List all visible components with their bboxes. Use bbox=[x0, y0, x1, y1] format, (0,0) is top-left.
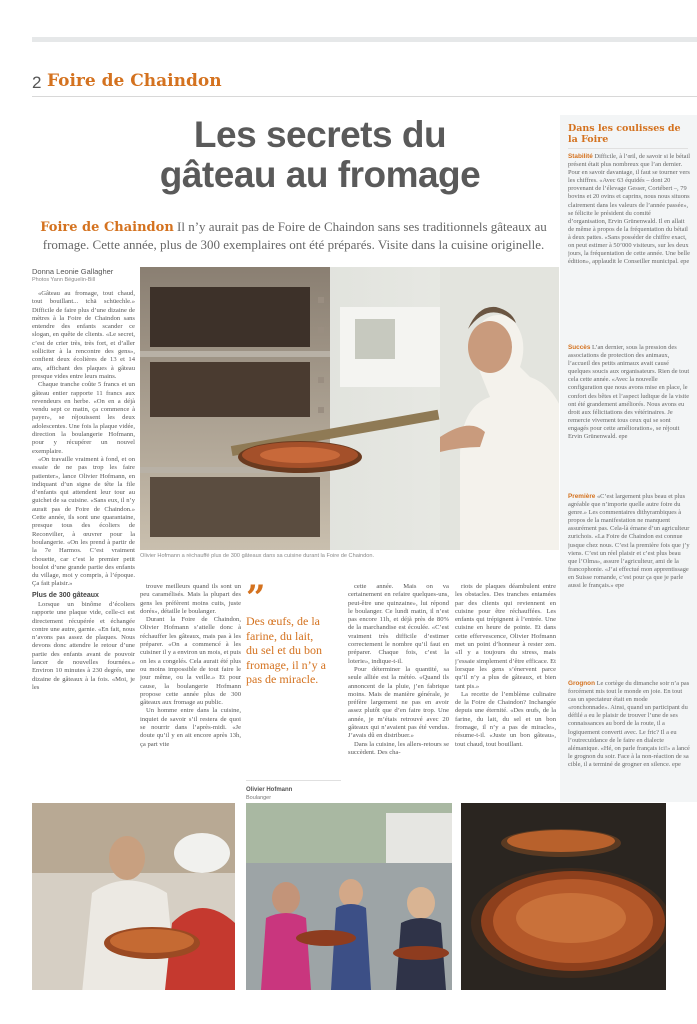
pull-quote: Des œufs, de la farine, du lait, du sel et du bon fromage, il n’y a pas de miracle. bbox=[246, 614, 326, 686]
sidebar-title: Dans les coulisses de la Foire bbox=[568, 123, 681, 145]
author-name: Donna Leonie Gallagher bbox=[32, 267, 114, 276]
subheading: Plus de 300 gâteaux bbox=[32, 591, 99, 599]
quote-author-role: Boulanger bbox=[246, 795, 272, 801]
sidebar-item bbox=[568, 493, 690, 673]
page-number: 2 bbox=[32, 73, 42, 92]
paragraph: La recette de l’emblème culinaire de la Foire de Chaindon? Inchangée depuis une éternité. «Des œufs, de la farine, du lait, du sel et un bon fromage, il n’y a pas de miracle», résume-t-il. «Juste un bon gâteau», tout chaud, tout bouillant. bbox=[455, 690, 556, 748]
cheese-cakes-photo bbox=[461, 803, 666, 990]
article-column-2 bbox=[140, 583, 241, 798]
sidebar-item-text: L’an dernier, sous la pression des associations de protection des animaux, l’accueil des petits animaux avait causé quelques soucis aux organisateurs. Rien de tout cela cette année. «Avec la nouvelle configuration que nous avons mise en place, le confort des bêtes et l’aspect ludique de la visite ont été grandement améliorés. Nous avons eu droit aux félicitations des vétérinaires. Je remercie vivement tous ceux qui se sont engagés pour cette amélioration», se réjouit Ervin Grünenwald. epe bbox=[568, 344, 690, 441]
article-column-1 bbox=[32, 290, 135, 850]
quote-divider bbox=[246, 780, 341, 781]
bottom-photo-2 bbox=[246, 803, 452, 990]
paragraph: Durant la Foire de Chaindon, Olivier Hofmann s’attelle donc à réchauffer les gâteaux, mais pas à les préparer. «On a commencé à les cuisiner il y a environ un mois, et puis on les a congelés. Cela aurait été plus ou moins impossible de tout faire le jour même, ou la veille.» Et pour cause, la boulangerie Hofmann propose cette année plus de 300 gâteaux aux fromage au public. bbox=[140, 616, 241, 707]
article-lead bbox=[32, 218, 555, 253]
lead-text: Il n’y aurait pas de Foire de Chaindon sans ses traditionnels gâteaux au fromage. Cette année, plus de 300 exemplaires ont été préparés. Visite dans la cuisine originelle. bbox=[42, 219, 547, 252]
article-column-4 bbox=[455, 583, 556, 798]
paragraph: riots de plaques déambulent entre les obstacles. Des tranches entamées par des clients qui reviennent en cuisine pour être réchauffées. Les enfants qui trépignent à l’entrée. Une cuisine en heure de pointe. Et dans cette effervescence, Olivier Hofmann met un point d’honneur à rester zen. «Il y a toujours du stress, mais j’essaie simplement d’être efficace. Et lorsque les gens s’énervent parce qu’il n’y a plus de gâteaux, et bien tant pis.» bbox=[455, 583, 556, 690]
fair-crowd-photo bbox=[246, 803, 452, 990]
top-bar bbox=[32, 37, 697, 42]
header-divider bbox=[32, 96, 697, 97]
paragraph: «On travaille vraiment à fond, et on essaie de ne pas trop les faire patienter», lance Olivier Hofmann, en indiquant d’un signe de tête la file d’enfants qui attendent leur tour au guichet de sa cuisine. «Sans eux, il n’y aurait pas de Foire de Chaindon.» Cette année, ils sont une quarantaine, presque tous des écoliers de Reconvilier, à œuvrer pour la boulangerie. «On les prend à partir de la 7e Harmos. C’est vraiment chouette, car c’est le premier petit boulot d’une grande partie des enfants du village, moi y compris, à l’époque. Ça fait plaisir.» bbox=[32, 455, 135, 588]
boys-with-cake-photo bbox=[32, 803, 235, 990]
sidebar-item-text: «C’est largement plus beau et plus agréable que n’importe quelle autre foire du genre.» Les commentaires dithyrambiques à propos de la manifestation ne manquent assurément pas. Cela-là émane d’un agriculteur zurichois. «La Foire de Chaindon est connue jusque chez nous. C’est la première fois que j’y viens. C’est un réel plaisir et c’est plus beau que l’Olma», assure l’agriculteur, ami de la francophonie. «J’ai effectué mon apprentissage en Suisse romande, c’est pour ça que je parle aussi le français.» epe bbox=[568, 493, 690, 590]
title-line-1: Les secrets du bbox=[193, 114, 447, 155]
section-title: Foire de Chaindon bbox=[47, 71, 222, 91]
quote-author: Olivier Hofmann bbox=[246, 787, 293, 793]
sidebar-item-label: Grognon bbox=[568, 680, 595, 687]
article-column-3 bbox=[348, 583, 449, 798]
bakery-oven-photo bbox=[140, 267, 559, 550]
title-line-2: gâteau au fromage bbox=[159, 154, 481, 195]
paragraph: «Gâteau au fromage, tout chaud, tout bouillant... tchä schüechle.» Difficile de faire plus d’une dizaine de mètres à la Foire de Chaindon sans entendre des enfants scander ce slogan, en quête de clients. «Le secret, c’est de crier très, très fort, et d’aller solliciter à la rencontre des gens», confient deux écolières de 13 et 14 ans, affichant des plaques à gâteau presque vides entre leurs mains. bbox=[32, 290, 135, 380]
main-photo-caption: Olivier Hofmann a réchauffé plus de 300 gâteaux dans sa cuisine durant la Foire de Chaindon. bbox=[140, 553, 375, 559]
paragraph: Dans la cuisine, les allers-retours se succèdent. Des cha- bbox=[348, 740, 449, 756]
main-photo bbox=[140, 267, 559, 550]
quote-mark: ” bbox=[246, 578, 266, 618]
bottom-photo-1 bbox=[32, 803, 235, 990]
sidebar-item bbox=[568, 680, 690, 800]
article-title bbox=[90, 115, 550, 195]
paragraph: Chaque tranche coûte 5 francs et un gâteau entier rapporte 11 francs aux revendeurs en herbe. «On en a déjà vendu sept ce matin, ça commence à payer», se réjouissent les deux adolescentes. Une fois la plaque vidée, direction la boulangerie Hofmann, pour y récupérer un nouvel exemplaire. bbox=[32, 381, 135, 455]
sidebar-item bbox=[568, 153, 690, 333]
sidebar-item-text: Le cortège du dimanche soir n’a pas forcément mis tout le monde en joie. En tout cas un spectateur était en mode «ronchonnade». Ainsi, quand un participant du défilé a eu le plaisir de trouver l’une de ses connaissances au bord de la route, il a logiquement converti avec. Le fric? Il a eu l’outrecuidance de le faire en dialecte alémanique. «Hé, on parle français ici!» a lancé le grognon du soir. Face à la non-réaction de sa cible, il a terminé de grogner en silence. epe bbox=[568, 680, 690, 768]
paragraph: Pour déterminer la quantité, sa seule alliée est la météo. «Quand ils annoncent de la pluie, j’en fabrique moins. Mais de manière générale, je préfère largement ne pas en avoir assez plutôt que d’en faire trop. Une année, je m’étais retrouvé avec 20 gâteaux qui n’avaient pas été vendus. J’avais dû en distribuer.» bbox=[348, 665, 449, 740]
bottom-photo-3 bbox=[461, 803, 666, 990]
paragraph: Lorsque un binôme d’écoliers rapporte une plaque vide, celle-ci est directement récupérée et échangée contre une autre, garnie. «En fait, nous n’avons pas assez de plaques. Nous devons donc attendre le retour d’une partie des enfants avant de pouvoir lancer de nouvelles fournées.» Environ 10 minutes à 230 degrés, une dizaine de gâteaux à la fois. «Moi, je les bbox=[32, 600, 135, 691]
sidebar-item-label: Stabilité bbox=[568, 153, 593, 160]
paragraph: cette année. Mais on va certainement en refaire quelques-uns, peut-être une quinzaine», lui répond le boulanger. Ce lundi matin, il n’est pas encore 11h, et déjà près de 80% de la marchandise est écoulée. «C’est vraiment très difficile d’estimer correctement le nombre qu’il faut en préparer. Chaque fois, c’est la loterie», indique-t-il. bbox=[348, 583, 449, 665]
sidebar-item-label: Première bbox=[568, 493, 596, 500]
sidebar-item bbox=[568, 344, 690, 484]
sidebar-divider bbox=[568, 148, 688, 149]
paragraph: trouve meilleurs quand ils sont un peu caramélisés. Mais la plupart des gens les préfèrent moins cuits, juste dorés», détaille le boulanger. bbox=[140, 583, 241, 615]
lead-kicker: Foire de Chaindon bbox=[40, 220, 174, 235]
sidebar-item-label: Succès bbox=[568, 344, 591, 351]
sidebar-item-text: Difficile, à l’œil, de savoir si le bétail présent était plus nombreux que l’an dernier. Pour en savoir davantage, il faut se tourner vers les chiffres. «Avec 63 équidés – dont 20 provenant de l’élevage Gesser, Cortébert –, 79 bovins et 20 ovins et caprins, nous nous situons clairement dans les valeurs de l’année passée», se félicite le président du comité d’organisation, Ervin Grünenwald. Il en allait de même à propos de la fréquentation du bétail à deux pattes. «Sans posséder de chiffre exact, on peut estimer à 50’000 visiteurs, sur les deux jours, la fréquentation de cette année. Une belle édition», applaudit le Conseiller municipal. epe bbox=[568, 153, 690, 266]
photo-credit: Photos Yann Béguelin-Bill bbox=[32, 277, 96, 283]
paragraph: Un homme entre dans la cuisine, inquiet de savoir s’il restera de quoi se nourrir dans l’après-midi. «Je doute qu’il y en ait encore après 13h, ça part vite bbox=[140, 707, 241, 748]
